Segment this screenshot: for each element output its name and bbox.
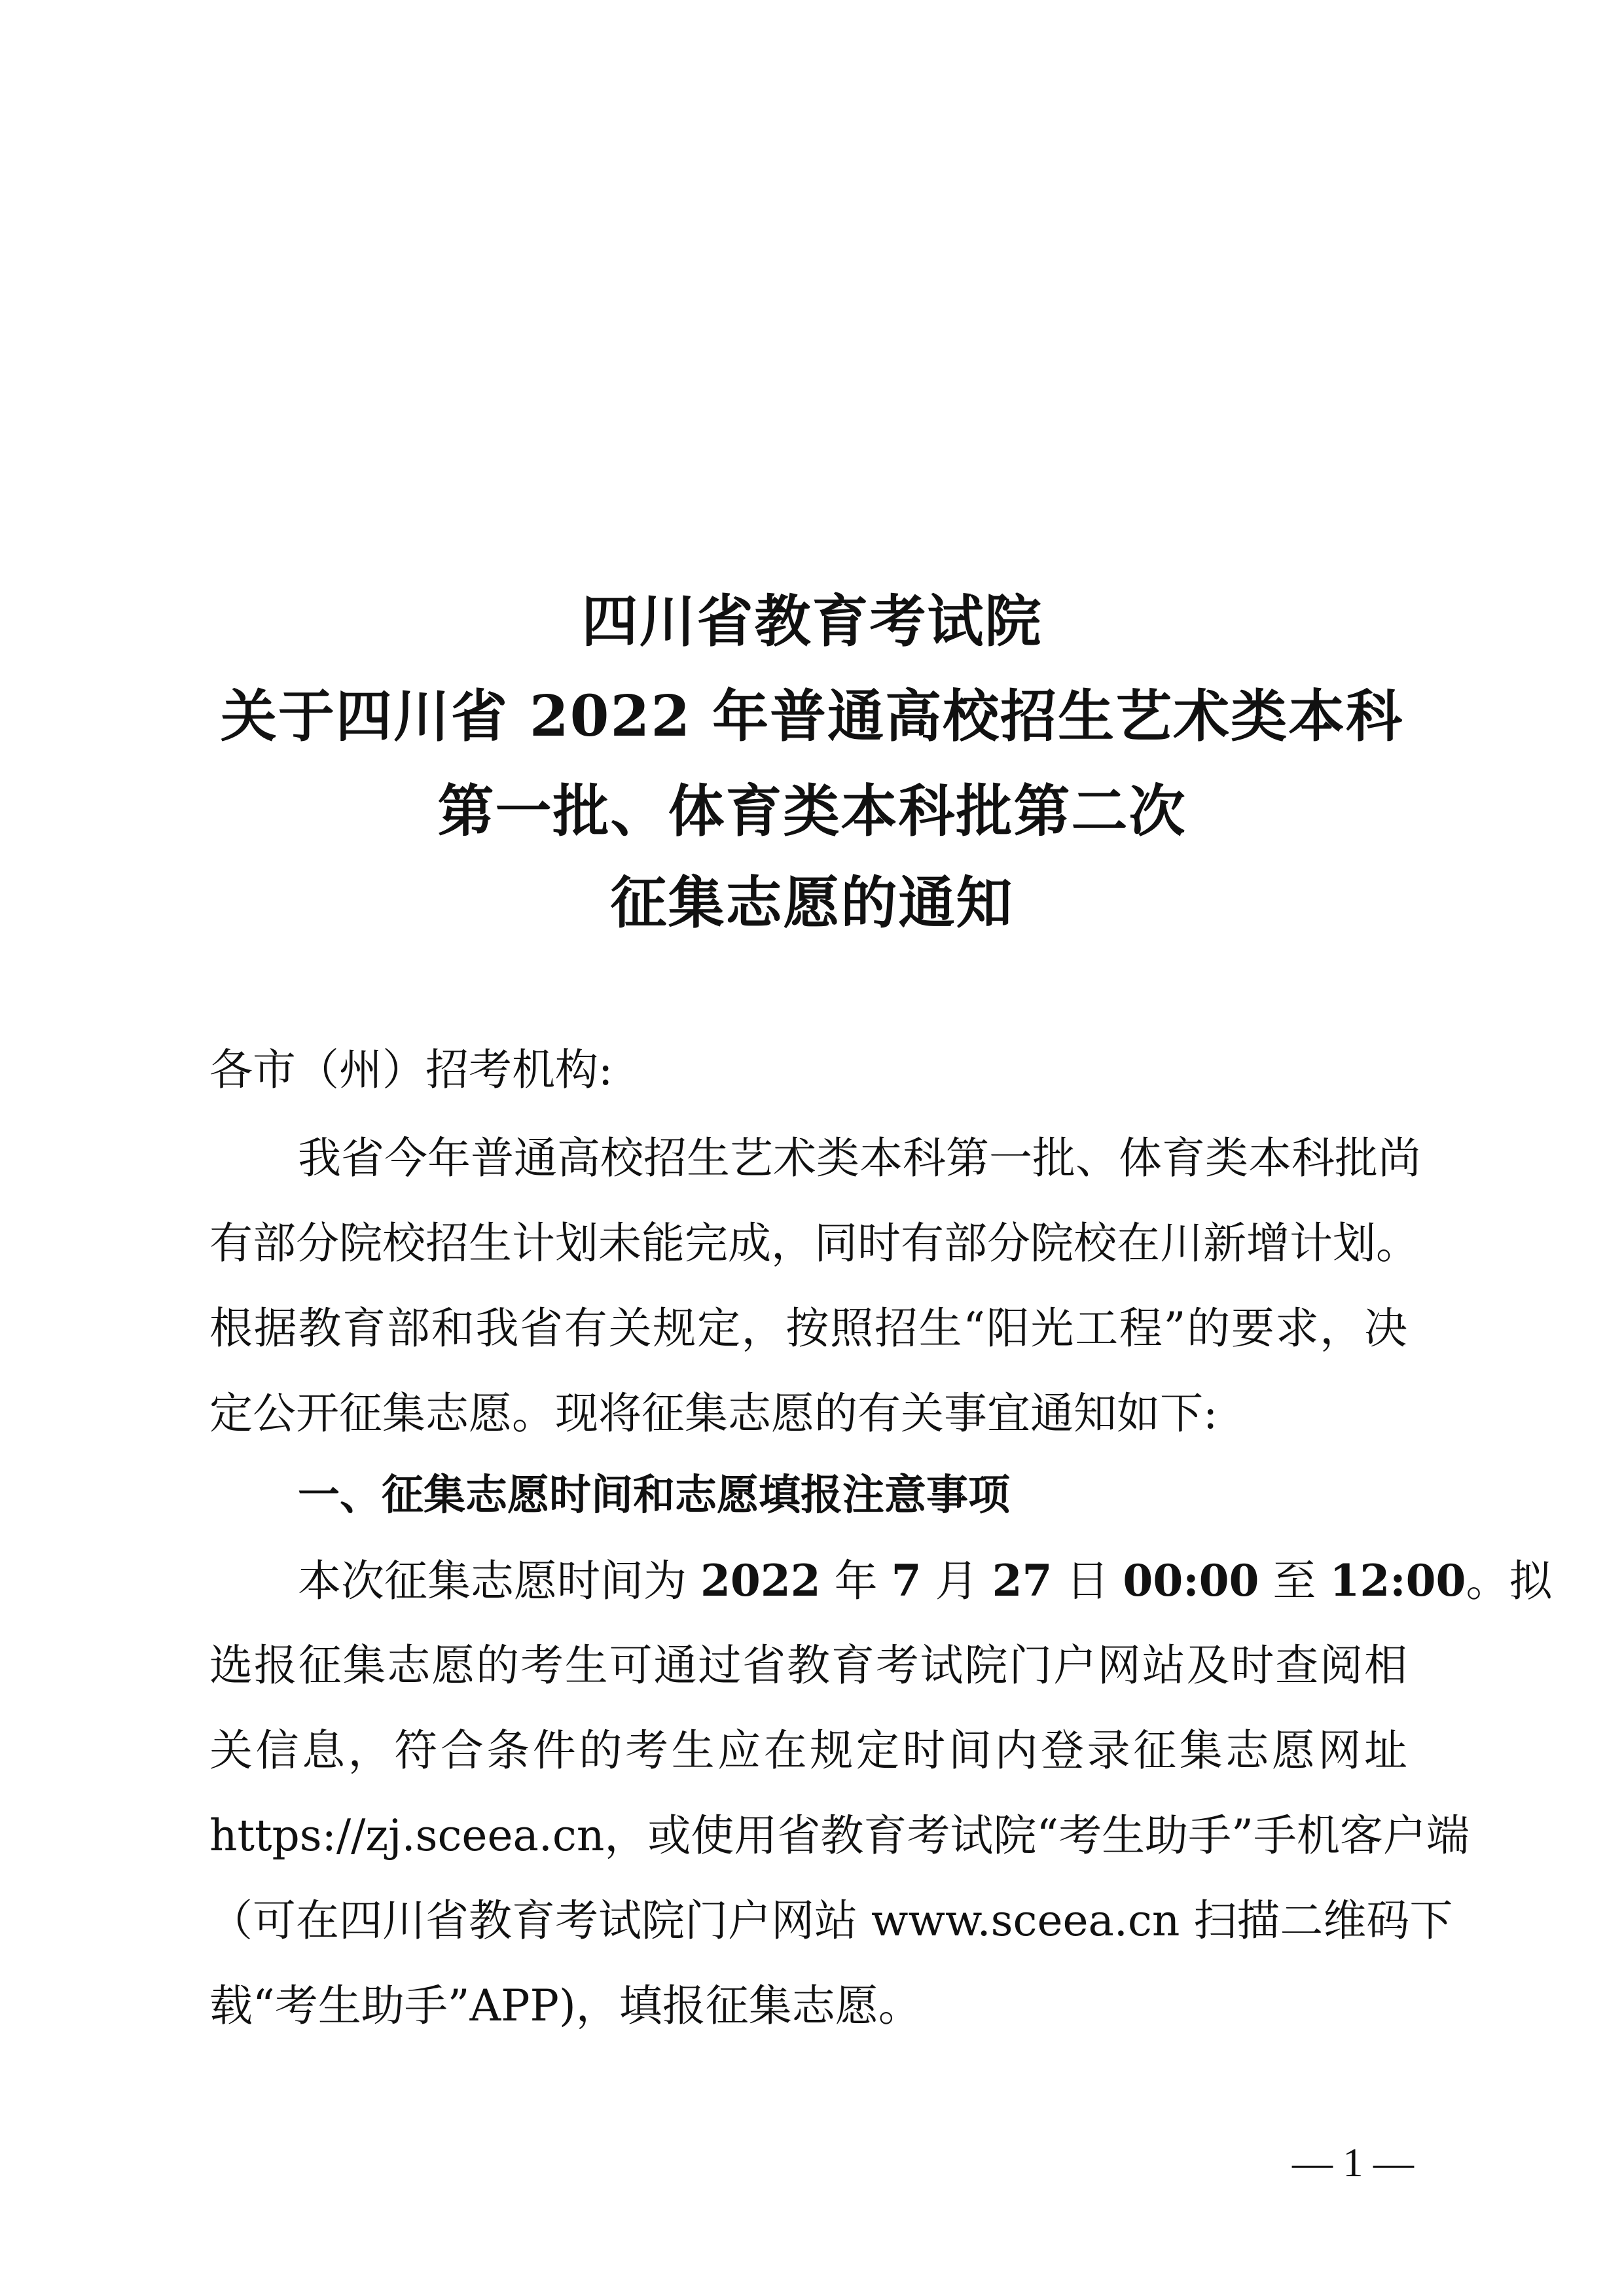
paragraph-2-line-5: （可在四川省教育考试院门户网站 www.sceea.cn 扫描二维码下 [209, 1895, 1453, 1946]
end-time: 12:00 [1329, 1555, 1466, 1606]
text-segment: 日 [1052, 1556, 1123, 1606]
page-number: — 1 — [1292, 2141, 1414, 2185]
paragraph-2-line-6: 载“考生助手”APP)，填报征集志愿。 [209, 1981, 922, 2031]
text-segment: 月 [921, 1556, 992, 1606]
text-segment: 。拟 [1466, 1556, 1553, 1606]
paragraph-1-line-3: 根据教育部和我省有关规定，按照招生“阳光工程”的要求，决 [209, 1303, 1407, 1354]
document-title-line-1: 四川省教育考试院 [581, 588, 1043, 655]
day-value: 27 [992, 1555, 1053, 1606]
paragraph-1-line-2: 有部分院校招生计划未能完成，同时有部分院校在川新增计划。 [209, 1218, 1419, 1268]
paragraph-2-line-3: 关信息，符合条件的考生应在规定时间内登录征集志愿网址 [209, 1725, 1407, 1776]
paragraph-1-line-4: 定公开征集志愿。现将征集志愿的有关事宜通知如下: [209, 1388, 1218, 1439]
month-value: 7 [891, 1555, 922, 1606]
paragraph-1-line-1: 我省今年普通高校招生艺术类本科第一批、体育类本科批尚 [298, 1133, 1421, 1183]
text-segment: 本次征集志愿时间为 [298, 1556, 700, 1606]
paragraph-2-line-2: 选报征集志愿的考生可通过省教育考试院门户网站及时查阅相 [209, 1640, 1407, 1691]
document-title-line-4: 征集志愿的通知 [610, 870, 1014, 936]
paragraph-2-line-4: https://zj.sceea.cn，或使用省教育考试院“考生助手”手机客户端 [209, 1810, 1470, 1861]
salutation: 各市（州）招考机构: [209, 1045, 613, 1095]
year-value: 2022 [700, 1555, 821, 1606]
text-segment: 年 [820, 1556, 892, 1606]
document-title-line-2: 关于四川省 2022 年普通高校招生艺术类本科 [220, 683, 1404, 749]
document-title-line-3: 第一批、体育类本科批第二次 [437, 778, 1187, 844]
text-segment: 至 [1259, 1556, 1330, 1606]
section-heading-1: 一、征集志愿时间和志愿填报注意事项 [298, 1471, 1010, 1520]
start-time: 00:00 [1123, 1555, 1259, 1606]
paragraph-2-line-1 [298, 1554, 1553, 1607]
